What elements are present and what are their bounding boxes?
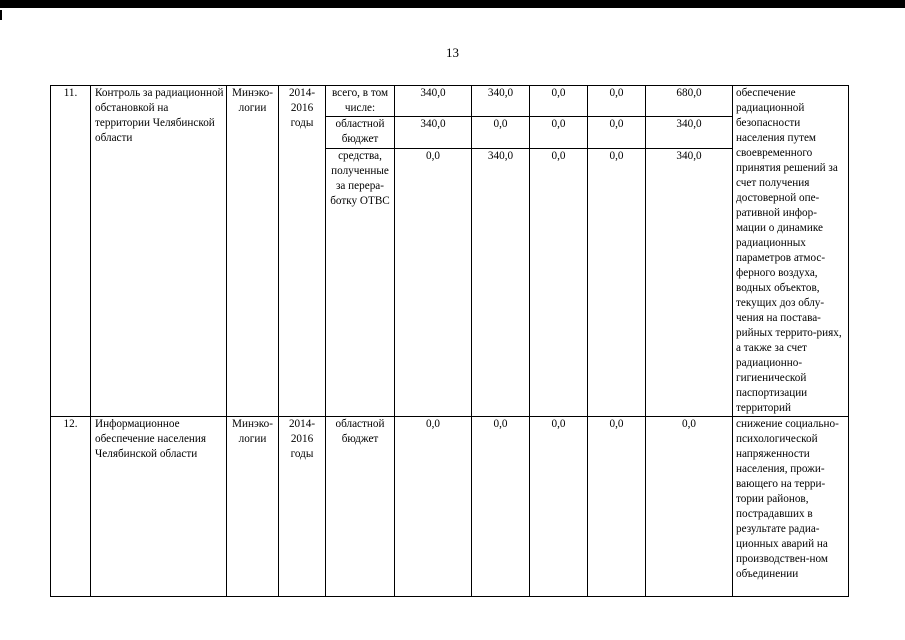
- row-number: 11.: [51, 86, 91, 417]
- value-cell: 340,0: [395, 117, 472, 148]
- period: 2014-2016 годы: [279, 417, 326, 597]
- source-label: средства, полученные за перера-ботку ОТВС: [326, 148, 395, 416]
- value-cell: 0,0: [588, 86, 646, 117]
- value-cell: 0,0: [530, 86, 588, 117]
- expected-result: снижение социально-психологической напряженности населения, прожи-вающего на терри-тории районов, пострадавших в результате радиа-ционных аварий на производствен-ном объединении: [733, 417, 849, 597]
- value-cell: 0,0: [588, 148, 646, 416]
- value-cell: 0,0: [530, 417, 588, 597]
- value-cell: 0,0: [472, 417, 530, 597]
- total-cell: 340,0: [646, 117, 733, 148]
- value-cell: 340,0: [395, 86, 472, 117]
- table-row: [51, 86, 849, 117]
- value-cell: 0,0: [395, 148, 472, 416]
- value-cell: 0,0: [530, 117, 588, 148]
- source-label: всего, в том числе:: [326, 86, 395, 117]
- value-cell: 0,0: [588, 417, 646, 597]
- table-row: [51, 417, 849, 597]
- source-label: областной бюджет: [326, 417, 395, 597]
- executor: Минэко-логии: [227, 86, 279, 417]
- value-cell: 340,0: [472, 148, 530, 416]
- activity-name: Контроль за радиационной обстановкой на территории Челябинской области: [91, 86, 227, 417]
- left-mark: [0, 10, 2, 20]
- period: 2014-2016 годы: [279, 86, 326, 417]
- activity-name: Информационное обеспечение населения Челябинской области: [91, 417, 227, 597]
- total-cell: 340,0: [646, 148, 733, 416]
- executor: Минэко-логии: [227, 417, 279, 597]
- page-number: 13: [446, 45, 459, 60]
- value-cell: 0,0: [530, 148, 588, 416]
- expected-result: обеспечение радиационной безопасности населения путем своевременного принятия решений за счет получения достоверной опе-ративной инфор-мации о динамике радиационных параметров атмос-ферного воздуха, водных объектов, текущих доз облу-чения на постава-рийных террито-риях, а также за счет радиационно-гигиенической паспортизации территорий: [733, 86, 849, 417]
- value-cell: 0,0: [472, 117, 530, 148]
- top-border: [0, 0, 905, 8]
- value-cell: 340,0: [472, 86, 530, 117]
- program-table: [50, 85, 849, 597]
- total-cell: 680,0: [646, 86, 733, 117]
- value-cell: 0,0: [588, 117, 646, 148]
- source-label: областной бюджет: [326, 117, 395, 148]
- value-cell: 0,0: [395, 417, 472, 597]
- row-number: 12.: [51, 417, 91, 597]
- total-cell: 0,0: [646, 417, 733, 597]
